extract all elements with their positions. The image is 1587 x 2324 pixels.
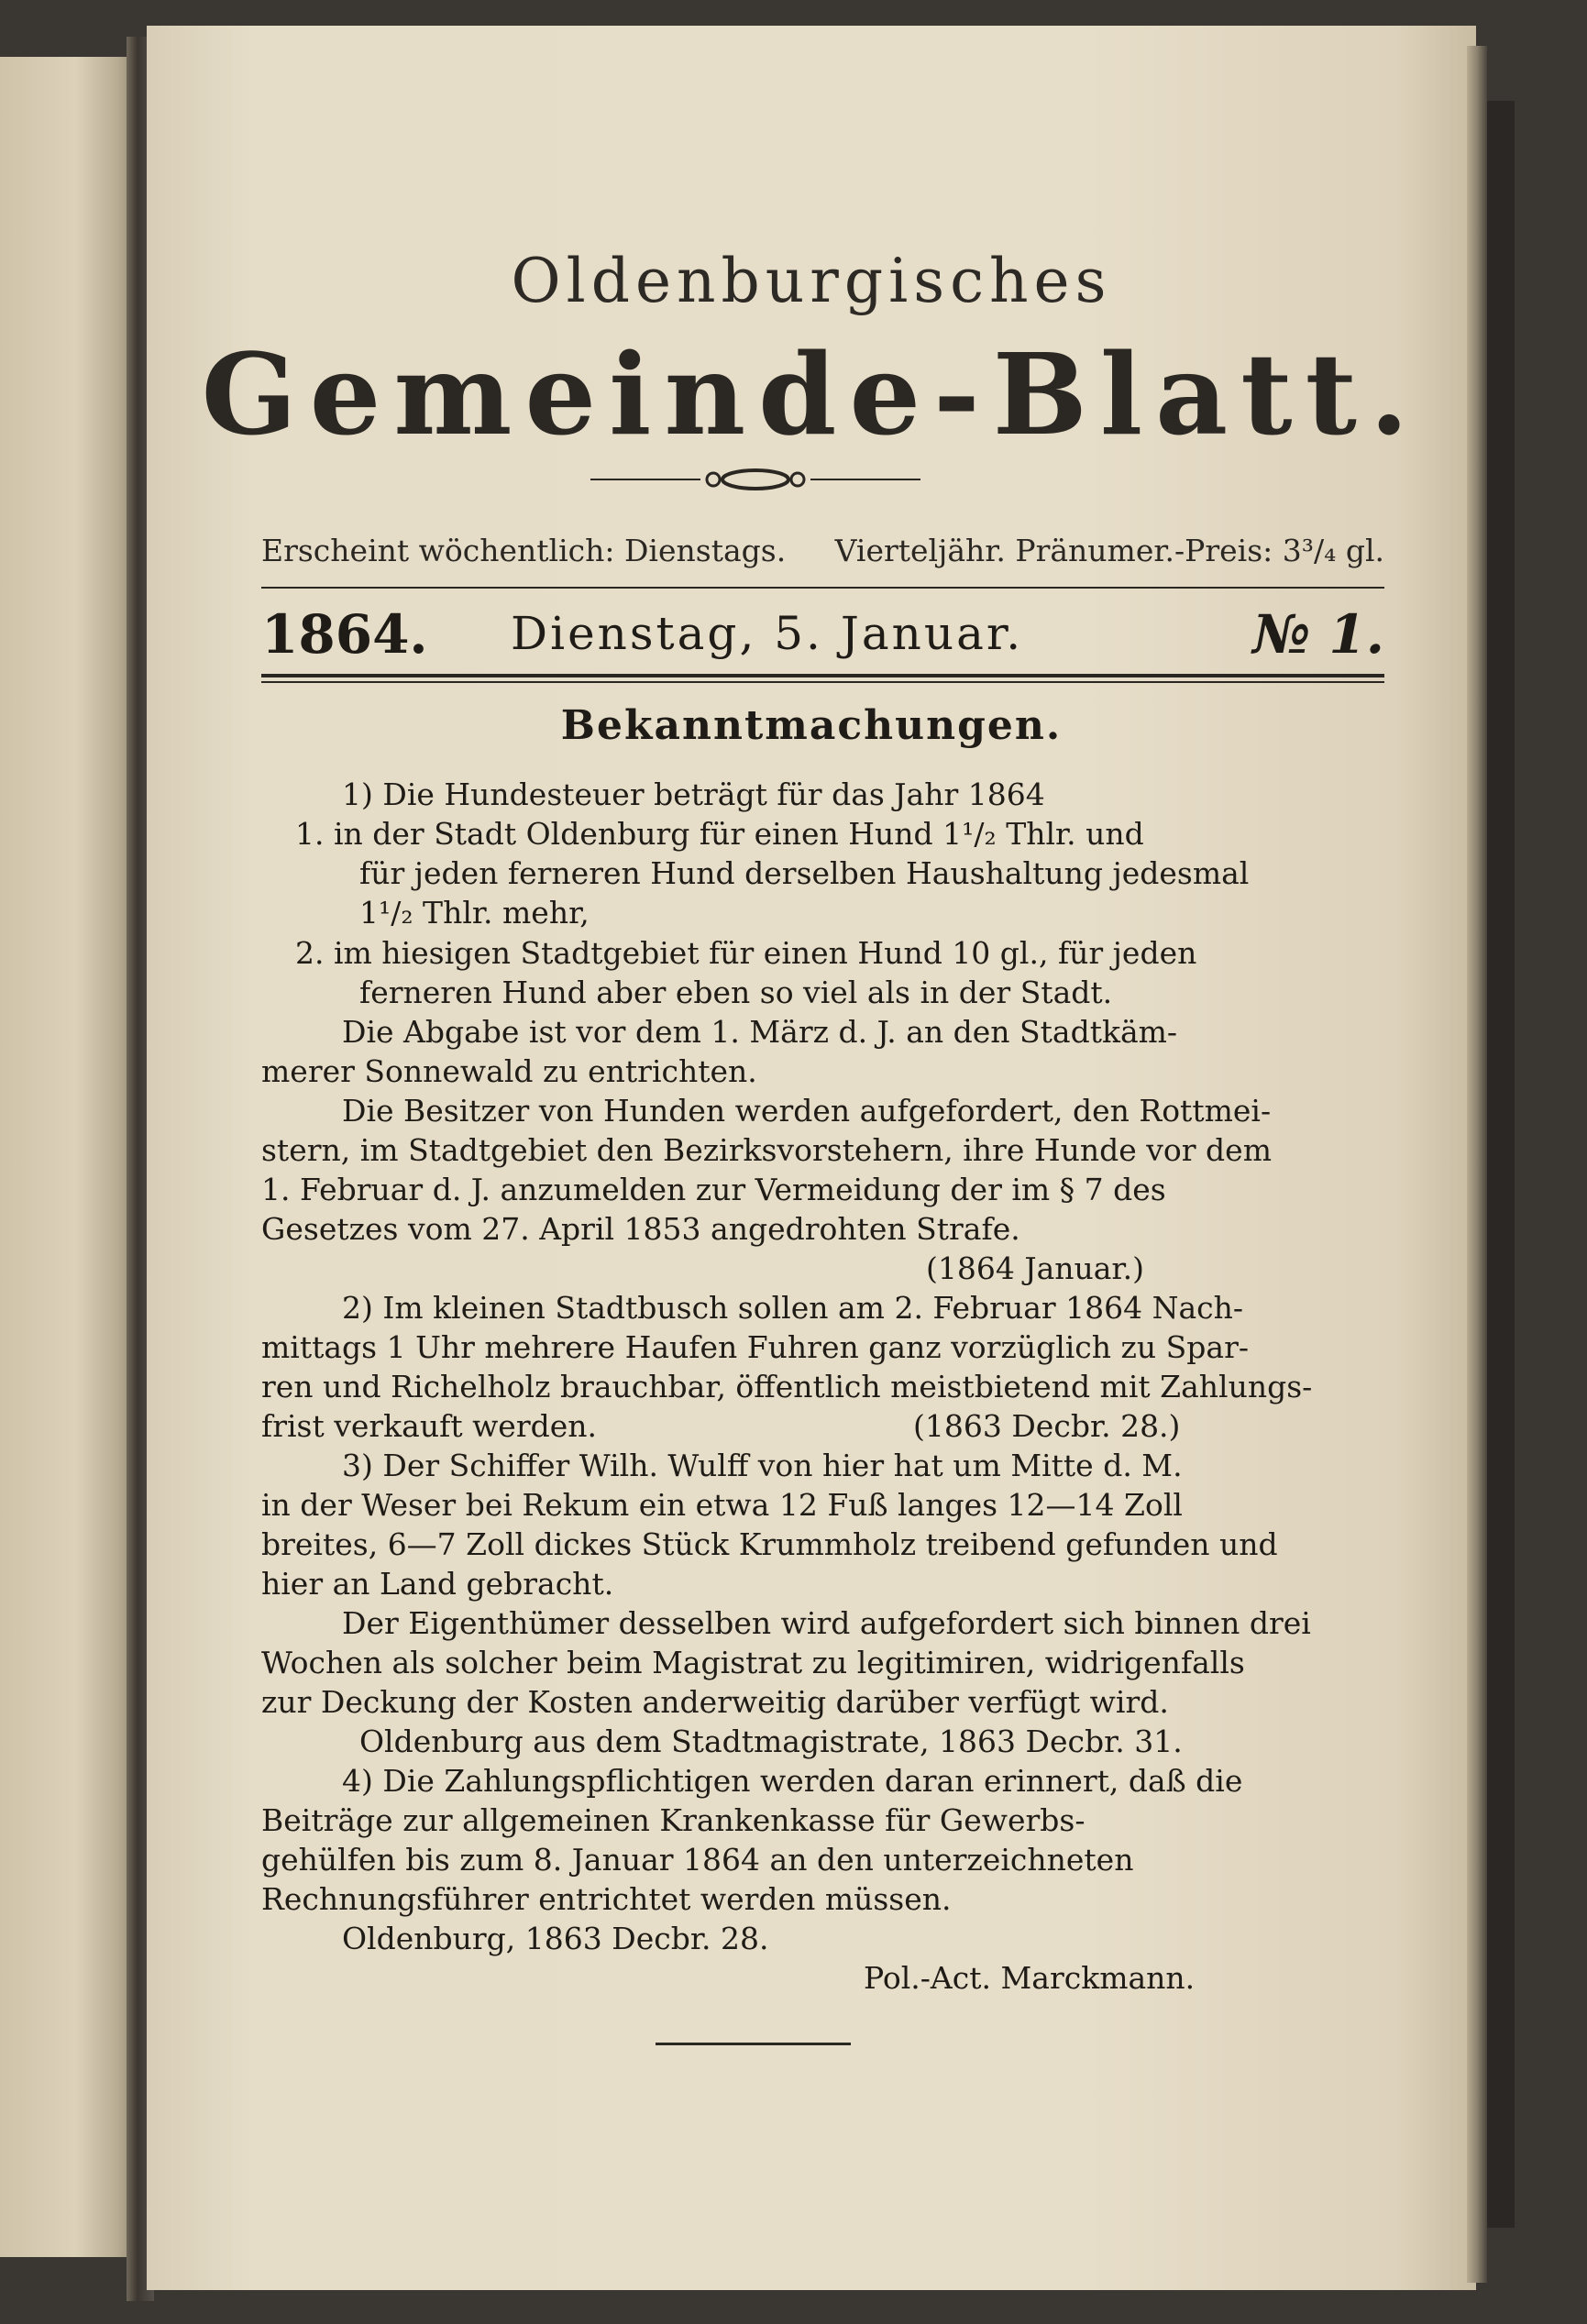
text-line: (1863 Decbr. 28.) xyxy=(913,1408,1181,1444)
issue-year: 1864. xyxy=(261,603,428,666)
text-line: 3) Der Schiffer Wilh. Wulff von hier hat um Mitte d. M. xyxy=(342,1448,1183,1483)
newspaper-page xyxy=(147,26,1476,2290)
text-line: (1864 Januar.) xyxy=(926,1250,1144,1286)
text-line: 1¹/₂ Thlr. mehr, xyxy=(359,895,590,931)
text-line: Wochen als solcher beim Magistrat zu legitimiren, widrigenfalls xyxy=(261,1645,1245,1680)
text-line: zur Deckung der Kosten anderweitig darüber verfügt wird. xyxy=(261,1684,1169,1720)
ornament-divider xyxy=(590,461,920,498)
section-heading: Bekanntmachungen. xyxy=(560,702,1063,749)
text-line: in der Weser bei Rekum ein etwa 12 Fuß langes 12—14 Zoll xyxy=(261,1487,1183,1523)
book-cover-edge xyxy=(1487,101,1515,2228)
rule-double-2 xyxy=(261,681,1384,683)
text-line: Gesetzes vom 27. April 1853 angedrohten Strafe. xyxy=(261,1211,1020,1247)
text-line: 4) Die Zahlungspflichtigen werden daran erinnert, daß die xyxy=(342,1763,1243,1799)
text-line: gehülfen bis zum 8. Januar 1864 an den unterzeichneten xyxy=(261,1842,1134,1878)
date-row xyxy=(261,603,1384,667)
text-line: Die Besitzer von Hunden werden aufgefordert, den Rottmei- xyxy=(342,1093,1272,1129)
text-line: merer Sonnewald zu entrichten. xyxy=(261,1053,757,1089)
publication-schedule: Erscheint wöchentlich: Dienstags. xyxy=(261,533,787,568)
text-line: mittags 1 Uhr mehrere Haufen Fuhren ganz vorzüglich zu Spar- xyxy=(261,1329,1249,1365)
text-line: stern, im Stadtgebiet den Bezirksvorstehern, ihre Hunde vor dem xyxy=(261,1132,1272,1168)
rule-double-1 xyxy=(261,674,1384,677)
text-line: ferneren Hund aber eben so viel als in der Stadt. xyxy=(359,975,1113,1010)
text-line: 2. im hiesigen Stadtgebiet für einen Hund 10 gl., für jeden xyxy=(295,935,1197,971)
text-line: Die Abgabe ist vor dem 1. März d. J. an den Stadtkäm- xyxy=(342,1014,1178,1050)
text-line: 1. Februar d. J. anzumelden zur Vermeidung der im § 7 des xyxy=(261,1172,1166,1207)
issue-number: № 1. xyxy=(1252,603,1384,666)
text-line: Beiträge zur allgemeinen Krankenkasse für Gewerbs- xyxy=(261,1802,1086,1838)
text-line: hier an Land gebracht. xyxy=(261,1566,614,1602)
text-line: 1. in der Stadt Oldenburg für einen Hund 1¹/₂ Thlr. und xyxy=(295,816,1144,852)
text-line: breites, 6—7 Zoll dickes Stück Krummholz treibend gefunden und xyxy=(261,1526,1278,1562)
text-line: Der Eigenthümer desselben wird aufgefordert sich binnen drei xyxy=(342,1605,1311,1641)
left-page-edge xyxy=(0,57,138,2257)
text-line: für jeden ferneren Hund derselben Haushaltung jedesmal xyxy=(359,855,1250,891)
text-line: frist verkauft werden. xyxy=(261,1408,598,1444)
issue-date: Dienstag, 5. Januar. xyxy=(511,607,1024,660)
masthead-title-line1: Oldenburgisches xyxy=(511,246,1112,316)
text-line: Oldenburg, 1863 Decbr. 28. xyxy=(342,1921,769,1956)
masthead-title-line2: Gemeinde-Blatt. xyxy=(201,328,1422,460)
text-line: 1) Die Hundesteuer beträgt für das Jahr 1864 xyxy=(342,777,1045,812)
text-line: Rechnungsführer entrichtet werden müssen. xyxy=(261,1881,952,1917)
text-line: 2) Im kleinen Stadtbusch sollen am 2. Februar 1864 Nach- xyxy=(342,1290,1244,1326)
signature-line: Pol.-Act. Marckmann. xyxy=(864,1960,1196,1996)
page-edge-shadow xyxy=(1467,46,1487,2283)
masthead-subline xyxy=(261,533,1384,568)
text-line: ren und Richelholz brauchbar, öffentlich meistbietend mit Zahlungs- xyxy=(261,1369,1313,1404)
rule-top xyxy=(261,587,1384,589)
closing-rule xyxy=(656,2043,851,2045)
text-line: Oldenburg aus dem Stadtmagistrate, 1863 Decbr. 31. xyxy=(359,1724,1183,1759)
subscription-price: Vierteljähr. Pränumer.-Preis: 3³/₄ gl. xyxy=(834,533,1384,568)
